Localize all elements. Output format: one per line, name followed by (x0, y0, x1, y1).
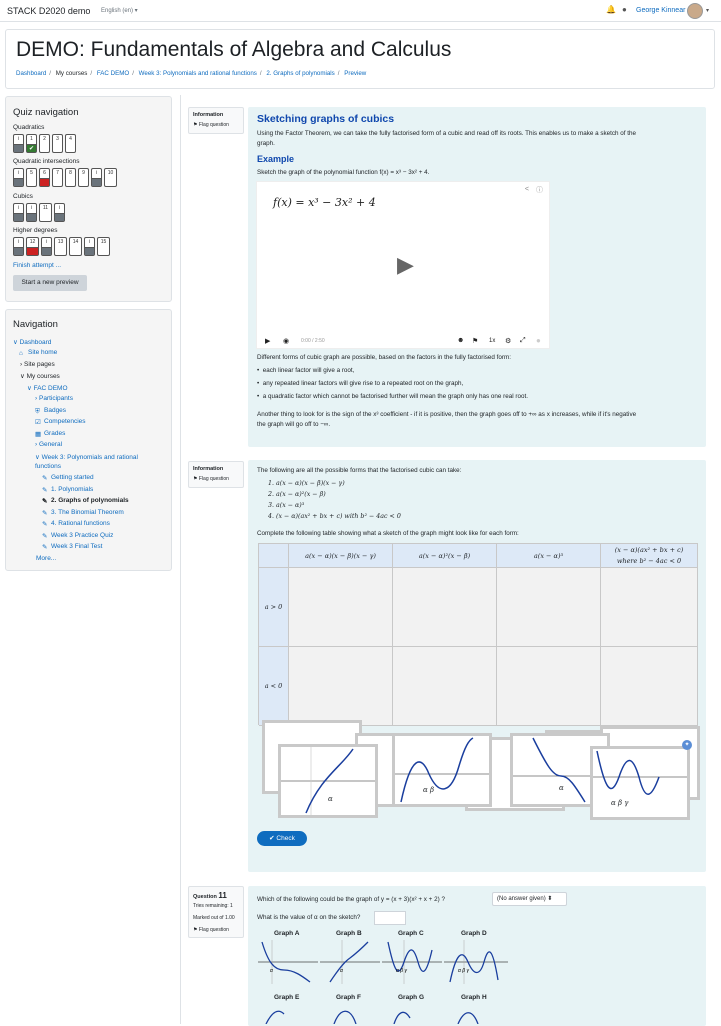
form-item: 1. a(x − α)(x − β)(x − γ) (268, 480, 345, 487)
nav-week3-cont[interactable]: functions (35, 463, 62, 470)
settings-icon[interactable]: ⚙ (505, 338, 512, 345)
nav-general[interactable]: › General (35, 441, 63, 448)
question-info (188, 107, 244, 134)
nav-graphs-of-polynomials[interactable]: ✎ 2. Graphs of polynomials (42, 497, 129, 505)
breadcrumb-dashboard[interactable]: Dashboard (16, 70, 47, 77)
cubic-graph (281, 747, 375, 815)
quiz-icon: ✎ (42, 544, 48, 551)
quiz-navigation-block (5, 96, 172, 302)
nav-grades[interactable]: ▦ Grades (35, 430, 66, 438)
alpha-prompt: What is the value of α on the sketch? (257, 914, 361, 921)
user-name[interactable]: George Kinnear (636, 7, 686, 14)
site-brand[interactable]: STACK D2020 demo (7, 6, 91, 16)
intro-text: Using the Factor Theorem, we can take the fully factorised form of a cubic and read off its roots. This enables us to make a sketch of the (257, 130, 637, 137)
language-menu[interactable]: English (en) ▾ (101, 8, 138, 14)
quiz-icon: ✎ (42, 521, 48, 528)
nav-final-test[interactable]: ✎ Week 3 Final Test (42, 543, 103, 551)
graph-f (320, 1004, 380, 1024)
quiz-button[interactable]: i (41, 237, 52, 256)
breadcrumb-section[interactable]: Week 3: Polynomials and rational functions (138, 70, 257, 77)
region-divider (180, 95, 181, 1024)
graph-card[interactable] (392, 733, 492, 807)
flag-video-icon[interactable]: ⚑ (472, 338, 479, 345)
nav-competencies[interactable]: ☑ Competencies (35, 418, 86, 426)
example-heading: Example (257, 154, 295, 164)
breadcrumb: Dashboard / My courses / FAC DEMO / Week 3: Polynomials and rational functions / 2. Graphs of polynomials / Preview (16, 70, 367, 77)
navigation-block (5, 309, 172, 571)
quiz-button[interactable]: 6 (39, 168, 50, 187)
forms-intro: The following are all the possible forms that the factorised cubic can take: (257, 467, 462, 474)
answer-select[interactable]: (No answer given) ⬍ (492, 892, 567, 906)
drop-cell[interactable] (393, 647, 497, 726)
table-header: a(x − α)(x − β)(x − γ) (289, 544, 393, 568)
graph-label: Graph D (461, 930, 487, 937)
svg-text:α β γ: α β γ (458, 968, 469, 974)
tries-remaining: Tries remaining: 1 (193, 903, 233, 909)
fullscreen-icon[interactable]: ⤢ (520, 337, 526, 344)
row-header: a < 0 (259, 647, 289, 726)
page-header (5, 29, 715, 89)
group-label: Cubics (13, 193, 33, 200)
graph-h (444, 1004, 508, 1024)
breadcrumb-preview[interactable]: Preview (344, 70, 367, 77)
breadcrumb-quiz[interactable]: 2. Graphs of polynomials (266, 70, 335, 77)
forms-text: Different forms of cubic graph are possible, based on the factors in the fully factorised form: (257, 354, 511, 361)
info-icon[interactable]: ⓘ (536, 187, 543, 194)
volume-icon[interactable]: ◉ (283, 338, 290, 345)
graph-b (320, 940, 380, 984)
flag-question[interactable]: ⚑ Flag question (193, 476, 229, 482)
speed-control[interactable]: 1x (489, 338, 496, 344)
flag-question[interactable]: ⚑ Flag question (193, 927, 229, 933)
graph-label: Graph H (461, 994, 487, 1001)
form-item: 3. a(x − α)³ (268, 502, 305, 509)
svg-text:α β γ: α β γ (396, 968, 407, 974)
emoji-icon[interactable]: ☻ (457, 337, 465, 344)
quiz-button[interactable]: 9 (78, 168, 89, 187)
graph-label: Graph E (274, 994, 300, 1001)
bell-icon[interactable]: 🔔 (606, 5, 616, 14)
question-info (188, 461, 244, 488)
drop-cell[interactable] (601, 568, 698, 647)
drop-cell[interactable] (497, 568, 601, 647)
nav-getting-started[interactable]: ✎ Getting started (42, 474, 94, 482)
nav-participants[interactable]: › Participants (35, 395, 73, 402)
quiz-button[interactable]: i (13, 168, 24, 187)
quiz-button[interactable]: 15 (97, 237, 110, 256)
flag-question[interactable]: ⚑ Flag question (193, 122, 229, 128)
start-new-preview-button[interactable]: Start a new preview (13, 275, 87, 291)
cubic-graph (593, 749, 687, 817)
drag-cursor-icon: ✦ (682, 740, 692, 750)
drop-cell[interactable] (497, 647, 601, 726)
sign-text-2: the graph will go off to −∞. (257, 421, 331, 428)
play-large-icon[interactable]: ▶ (397, 252, 414, 277)
quiz-button[interactable]: 1 ✔ (26, 134, 37, 153)
caret-down-icon[interactable]: ▾ (706, 8, 710, 14)
drop-cell[interactable] (289, 647, 393, 726)
form-item: 2. a(x − α)²(x − β) (268, 491, 326, 498)
info-label: Information (193, 466, 224, 472)
quiz-button[interactable]: 13 (54, 237, 67, 256)
quiz-button[interactable]: 3 (52, 134, 63, 153)
chat-icon[interactable]: ● (622, 5, 627, 14)
root-label: α β γ (611, 799, 629, 807)
drop-cell[interactable] (289, 568, 393, 647)
group-label: Quadratics (13, 124, 45, 131)
quiz-icon: ✎ (42, 498, 48, 505)
quiz-button[interactable]: i (91, 168, 102, 187)
quiz-icon: ✎ (42, 533, 48, 540)
quiz-icon: ✎ (42, 510, 48, 517)
quiz-button[interactable]: 5 (26, 168, 37, 187)
root-label: α (328, 795, 333, 803)
flag-icon: ⚑ (193, 476, 198, 482)
quiz-button[interactable]: 12 (26, 237, 39, 256)
home-icon: ⌂ (19, 350, 23, 357)
nav-polynomials[interactable]: ✎ 1. Polynomials (42, 486, 94, 494)
bullet-item: • each linear factor will give a root, (257, 367, 355, 374)
share-icon[interactable]: < (524, 186, 529, 193)
video-player[interactable] (256, 181, 550, 349)
row-header: a > 0 (259, 568, 289, 647)
alpha-input[interactable] (374, 911, 406, 925)
shield-icon: ⛨ (35, 408, 40, 415)
table-header: (x − α)(ax² + bx + c) where b² − 4ac < 0 (601, 544, 698, 568)
form-item: 4. (x − α)(ax² + bx + c) with b² − 4ac < 0 (268, 513, 401, 520)
graph-table (258, 543, 698, 725)
marked-out-of: Marked out of 1.00 (193, 915, 235, 921)
quiz-navigation-title: Quiz navigation (13, 107, 79, 118)
nav-binomial-theorem[interactable]: ✎ 3. The Binomial Theorem (42, 509, 124, 517)
bullet-item: • any repeated linear factors will give rise to a repeated root on the graph, (257, 380, 464, 387)
quiz-icon: ✎ (42, 487, 48, 494)
quiz-button[interactable]: 2 (39, 134, 50, 153)
table-header: a(x − α)²(x − β) (393, 544, 497, 568)
graph-c (382, 940, 442, 984)
nav-site-pages[interactable]: › Site pages (20, 361, 55, 368)
table-corner (259, 544, 289, 568)
video-handwriting: f(x) = x³ − 3x² + 4 (273, 196, 376, 209)
quiz-button[interactable]: 4 (65, 134, 76, 153)
info-label: Information (193, 112, 224, 118)
nav-more[interactable]: More... (36, 555, 57, 562)
nav-week3[interactable]: ∨ Week 3: Polynomials and rational (35, 454, 138, 461)
question-prompt: Which of the following could be the graph of y = (x + 3)(x² + x + 2) ? (257, 896, 445, 903)
nav-my-courses[interactable]: ∨ My courses (20, 373, 60, 380)
top-navbar (0, 0, 721, 22)
quiz-icon: ✎ (42, 475, 48, 482)
check-button[interactable]: ✔ Check (257, 831, 307, 846)
intro-text-2: graph. (257, 140, 275, 147)
table-icon: ▦ (35, 431, 42, 438)
quiz-button[interactable]: 11 (39, 203, 52, 222)
quiz-button[interactable]: 7 (52, 168, 63, 187)
check-square-icon: ☑ (35, 419, 41, 426)
quiz-button[interactable]: i (84, 237, 95, 256)
navigation-title: Navigation (13, 319, 58, 330)
graph-label: Graph B (336, 930, 362, 937)
sign-text: Another thing to look for is the sign of the x³ coefficient - if it is positive, then the graph goes off to +∞ as x increases, while if it's negative (257, 411, 637, 418)
root-label: α β (423, 786, 434, 794)
question-label: Question 11 (193, 891, 227, 900)
quiz-button[interactable]: 8 (65, 168, 76, 187)
page-title: DEMO: Fundamentals of Algebra and Calculus (16, 38, 452, 61)
graph-g (382, 1004, 442, 1024)
quiz-button[interactable]: i (13, 134, 24, 153)
graph-card[interactable] (590, 746, 690, 820)
nav-badges[interactable]: ⛨ Badges (35, 407, 67, 415)
drop-cell[interactable] (601, 647, 698, 726)
finish-attempt-link[interactable]: Finish attempt ... (13, 262, 62, 269)
table-intro: Complete the following table showing what a sketch of the graph might look like for each form: (257, 530, 519, 537)
graph-e (258, 1004, 318, 1024)
root-label: α (559, 784, 564, 792)
breadcrumb-my-courses: My courses (55, 70, 88, 77)
graph-a (258, 940, 318, 984)
quiz-button[interactable]: i (13, 203, 24, 222)
group-label: Higher degrees (13, 227, 58, 234)
logo-icon: ● (536, 336, 541, 345)
question-info (188, 886, 244, 938)
graph-label: Graph G (398, 994, 425, 1001)
table-header: a(x − α)³ (497, 544, 601, 568)
svg-text:α: α (270, 968, 273, 974)
quiz-button[interactable]: i (26, 203, 37, 222)
nav-rational-functions[interactable]: ✎ 4. Rational functions (42, 520, 110, 528)
quiz-button[interactable]: i (13, 237, 24, 256)
graph-label: Graph F (336, 994, 361, 1001)
graph-label: Graph C (398, 930, 424, 937)
breadcrumb-course[interactable]: FAC DEMO (96, 70, 130, 77)
video-controls (257, 334, 549, 348)
drop-cell[interactable] (393, 568, 497, 647)
quiz-button[interactable]: 14 (69, 237, 82, 256)
bullet-item: • a quadratic factor which cannot be factorised further will mean the graph only has one real root. (257, 393, 529, 400)
group-label: Quadratic intersections (13, 158, 80, 165)
graph-card[interactable] (278, 744, 378, 818)
video-time: 0:00 / 2:50 (301, 338, 325, 344)
graph-label: Graph A (274, 930, 300, 937)
section-heading: Sketching graphs of cubics (257, 113, 395, 125)
nav-site-home[interactable]: ⌂ Site home (19, 349, 58, 357)
nav-dashboard[interactable]: ∨ Dashboard (13, 339, 52, 346)
nav-fac-demo[interactable]: ∨ FAC DEMO (27, 385, 68, 392)
graph-d (444, 940, 508, 984)
nav-practice-quiz[interactable]: ✎ Week 3 Practice Quiz (42, 532, 114, 540)
sketch-text: Sketch the graph of the polynomial function f(x) = x³ − 3x² + 4. (257, 169, 430, 176)
quiz-button[interactable]: i (54, 203, 65, 222)
flag-icon: ⚑ (193, 927, 198, 933)
play-icon[interactable]: ▶ (265, 338, 271, 345)
svg-text:α: α (340, 968, 343, 974)
check-icon: ✔ (269, 835, 275, 842)
cubic-graph (395, 736, 489, 804)
quiz-button[interactable]: 10 (104, 168, 117, 187)
user-avatar[interactable] (687, 3, 703, 19)
flag-icon: ⚑ (193, 122, 198, 128)
